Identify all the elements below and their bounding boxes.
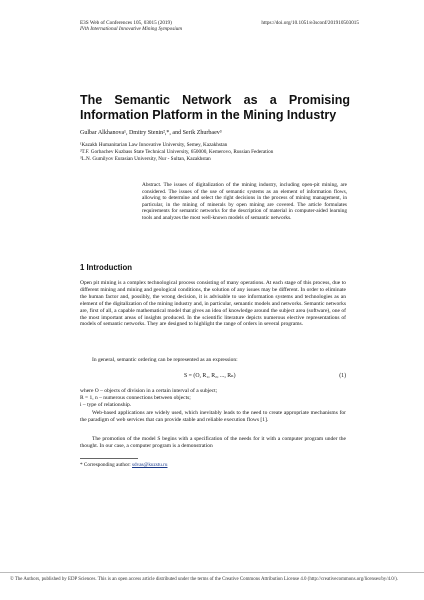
footnote [80,462,167,468]
affiliation-2: ²T.F. Gorbachev Kuzbass State Technical University, 650000, Kemerovo, Russian Federation [80,149,274,155]
journal-line: E3S Web of Conferences 105, 03015 (2019) [80,20,172,26]
footnote-label: * Corresponding author: [80,462,133,468]
abstract: Abstract. The issues of digitalization of the mining industry, including open-pit mining, are considered. The issues of the use of semantic systems as an element of information flows, allowing to determine and select the right decisions in the process of mining management, in particular, in the mining of minerals by open mining are covered. The article formulates requirements for semantic networks for the description of material in computer-aided learning tools and analyzes the most well-known models of semantic networks. [142,182,347,221]
paragraph-4: The promotion of the model S begins with a specification of the needs for it with a computer program under the thought. In our case, a computer program is a demonstration [80,436,346,449]
equation-number: (1) [339,373,346,379]
affiliation-3: ³L.N. Gumilyov Eurasian University, Nur - Sultan, Kazakhstan [80,156,211,162]
author-list: Gulbar Alkhanova¹, Dmitry Stenin²,*, and Serik Zhurbaev³ [80,130,222,136]
symposium-line: IVth International Innovative Mining Symposium [80,26,183,33]
footnote-rule [80,458,138,459]
license-footer: © The Authors, published by EDP Sciences. This is an open access article distributed under the terms of the Creative Commons Attribution License 4.0 (http://creativecommons.org/licenses/by/4.0/). [10,577,398,582]
paragraph-1: Open pit mining is a complex technological process consisting of many operations. At each stage of this process, due to different mining and mining and geological conditions, the solution of any issues may be different. In order to eliminate the human factor and, possibly, the wrong decision, it is advisable to use information systems and technologies as an element of the digitalization of the mining industry and, in particular, semantic models and networks. Semantic networks are, first of all, a capable mathematical model that gives an idea of knowledge around the subject area (software), one of the most important areas of insights produced. In the scientific literature depicts numerous elective representations of models of semantic networks. They are designed to highlight the range of orders in several programs. [80,280,347,328]
definitions [80,388,346,409]
affiliations [80,142,350,163]
paragraph-3: Web-based applications are widely used, which inevitably leads to the need to create appropriate mechanisms for the paradigm of web services that can provide stable and reliable execution flows [1]. [80,410,346,423]
paper-title: The Semantic Network as a Promising Information Platform in the Mining Industry [80,93,350,122]
equation: S = (O, R₁, R₂, ..., Rₙ) [184,373,236,379]
doi-link[interactable]: https://doi.org/10.1051/e3sconf/201910503015 [261,20,359,26]
section-heading: 1 Introduction [80,263,132,272]
affiliation-1: ¹Kazakh Humanitarian Law Innovative University, Semey, Kazakhstan [80,142,228,148]
paragraph-2: In general, semantic ordering can be represented as an expression: [92,357,238,363]
author-email-link[interactable]: sdvas@kuzstu.ru [132,462,168,468]
definition-1: where O – objects of division in a certain interval of a subject; [80,388,218,394]
definition-2: R = 1, n – numerous connections between objects; [80,394,191,401]
footer-rule [0,572,424,573]
running-header-left [80,20,182,32]
definition-3: i – type of relationship. [80,401,132,408]
